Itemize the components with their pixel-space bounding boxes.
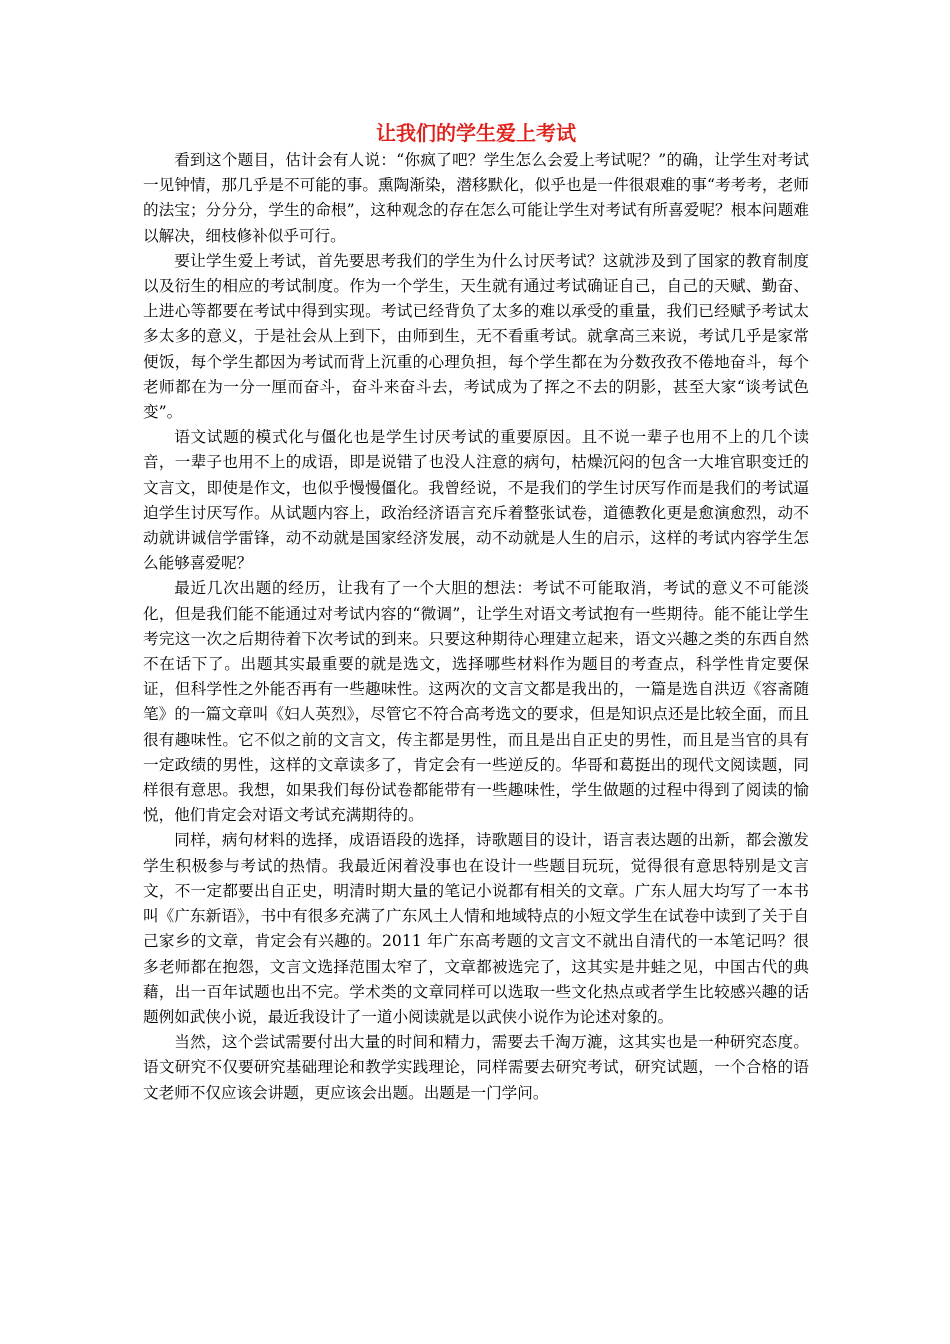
- paragraph-1: 看到这个题目，估计会有人说：“你疯了吧？学生怎么会爱上考试呢？”的确，让学生对考试一见钟情，那几乎是不可能的事。熏陶渐染，潜移默化，似乎也是一件很艰难的事“考考考，老师的法宝；分分分，学生的命根”，这种观念的存在怎么可能让学生对考试有所喜爱呢？根本问题难以解决，细枝修补似乎可行。: [143, 151, 809, 245]
- paragraph-2: 要让学生爱上考试，首先要思考我们的学生为什么讨厌考试？这就涉及到了国家的教育制度以及衍生的相应的考试制度。作为一个学生，天生就有通过考试确证自己，自己的天赋、勤奋、上进心等都要在考试中得到实现。考试已经背负了太多的难以承受的重量，我们已经赋予考试太多太多的意义，于是社会从上到下，由师到生，无不看重考试。就拿高三来说，考试几乎是家常便饭，每个学生都因为考试而背上沉重的心理负担，每个学生都在为分数孜孜不倦地奋斗，每个老师都在为一分一厘而奋斗，奋斗来奋斗去，考试成为了挥之不去的阴影，甚至大家“谈考试色变”。: [143, 251, 809, 422]
- paragraph-6: 当然，这个尝试需要付出大量的时间和精力，需要去千淘万漉，这其实也是一种研究态度。语文研究不仅要研究基础理论和教学实践理论，同样需要去研究考试，研究试题，一个合格的语文老师不仅应该会讲题，更应该会出题。出题是一门学问。: [143, 1033, 809, 1102]
- paragraph-5: 同样，病句材料的选择，成语语段的选择，诗歌题目的设计，语言表达题的出新，都会激发学生积极参与考试的热情。我最近闲着没事也在设计一些题目玩玩，觉得很有意思特别是文言文，不一定都要出自正史，明清时期大量的笔记小说都有相关的文章。广东人屈大均写了一本书叫《广东新语》，书中有很多充满了广东风土人情和地域特点的小短文学生在试卷中读到了关于自己家乡的文章，肯定会有兴趣的。2011 年广东高考题的文言文不就出自清代的一本笔记吗？很多老师都在抱怨，文言文选择范围太窄了，文章都被选完了，这其实是井蛙之见，中国古代的典藉，出一百年试题也出不完。学术类的文章同样可以选取一些文化热点或者学生比较感兴趣的话题例如武侠小说，最近我设计了一道小阅读就是以武侠小说作为论述对象的。: [143, 831, 809, 1026]
- document-page: [143, 118, 809, 1106]
- paragraph-4: 最近几次出题的经历，让我有了一个大胆的想法：考试不可能取消，考试的意义不可能淡化，但是我们能不能通过对考试内容的“微调”，让学生对语文考试抱有一些期待。能不能让学生考完这一次之后期待着下次考试的到来。只要这种期待心理建立起来，语文兴趣之类的东西自然不在话下了。出题其实最重要的就是选文，选择哪些材料作为题目的考查点，科学性肯定要保证，但科学性之外能否再有一些趣味性。这两次的文言文都是我出的，一篇是选自洪迈《容斋随笔》的一篇文章叫《妇人英烈》，尽管它不符合高考选文的要求，但是知识点还是比较全面，而且很有趣味性。它不似之前的文言文，传主都是男性，而且是出自正史的男性，而且是当官的具有一定政绩的男性，这样的文章读多了，肯定会有一些逆反的。华哥和葛挺出的现代文阅读题，同样很有意思。我想，如果我们每份试卷都能带有一些趣味性，学生做题的过程中得到了阅读的愉悦，他们肯定会对语文考试充满期待的。: [143, 579, 809, 825]
- paragraph-3: 语文试题的模式化与僵化也是学生讨厌考试的重要原因。且不说一辈子也用不上的几个读音，一辈子也用不上的成语，即是说错了也没人注意的病句，枯燥沉闷的包含一大堆官职变迁的文言文，即使是作文，也似乎慢慢僵化。我曾经说，不是我们的学生讨厌写作而是我们的考试逼迫学生讨厌写作。从试题内容上，政治经济语言充斥着整张试卷，道德教化更是愈演愈烈，动不动就讲诚信学雷锋，动不动就是国家经济发展，动不动就是人生的启示，这样的考试内容学生怎么能够喜爱呢？: [143, 428, 809, 573]
- document-title: 让我们的学生爱上考试: [376, 121, 576, 145]
